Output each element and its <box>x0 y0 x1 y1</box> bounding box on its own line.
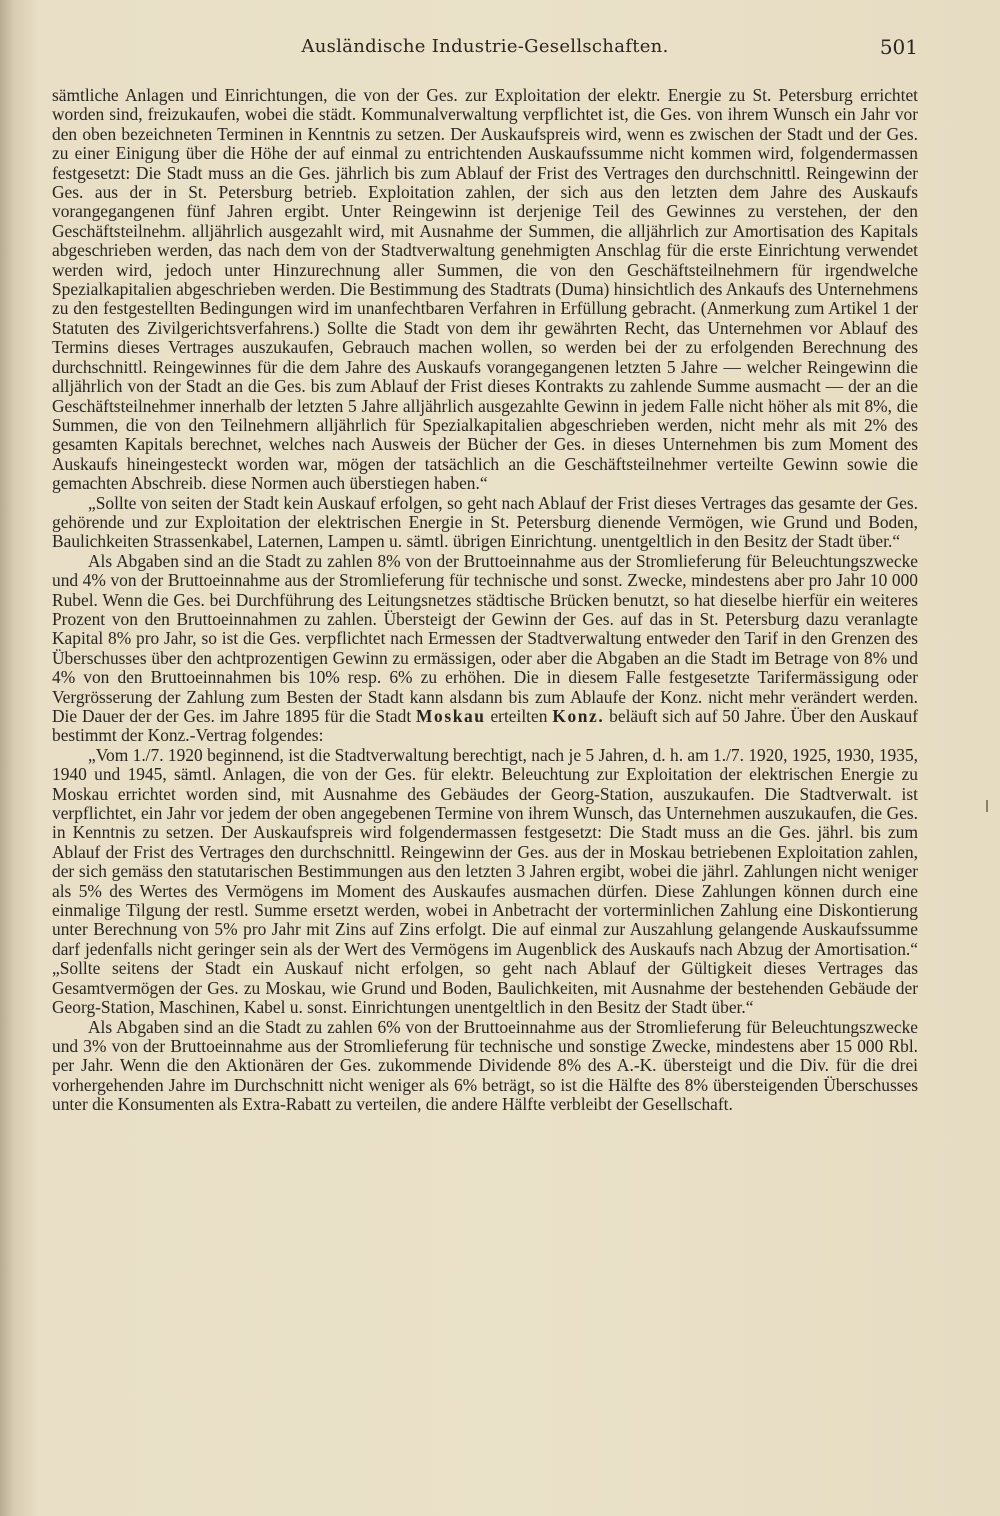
body-text <box>52 86 918 1115</box>
paragraph-3 <box>52 552 918 746</box>
konz-emphasis: Konz. <box>552 706 605 726</box>
running-title: Ausländische Industrie-Gesellschaften. <box>301 36 669 57</box>
paragraph-5: Als Abgaben sind an die Stadt zu zahlen 6% von der Bruttoeinnahme aus der Stromlieferung für Beleuchtungszwecke und 3% von der Bruttoeinnahme aus der Stromlieferung für technische und sonstige Zwecke, mindestens aber 15 000 Rbl. per Jahr. Wenn die den Aktionären der Ges. zukommende Dividende 8% des A.-K. übersteigt und die Div. für die drei vorhergehenden Jahre im Durchschnitt nicht weniger als 6% beträgt, so ist die Hälfte des 8% übersteigenden Überschusses unter die Konsumenten als Extra-Rabatt zu verteilen, die andere Hälfte verbleibt der Gesellschaft. <box>52 1016 918 1115</box>
paragraph-3-part-c: beläuft sich auf 50 Jahre. Über den Auskauf bestimmt der Konz.-Vertrag folgendes: <box>52 706 918 746</box>
paragraph-2: „Sollte von seiten der Stadt kein Auskauf erfolgen, so geht nach Ablauf der Frist dieses Vertrages das gesamte der Ges. gehörende und zur Exploitation der elektrischen Energie in St. Petersburg dienende Vermögen, wie Grund und Boden, Baulichkeiten Strassenkabel, Laternen, Lampen u. sämtl. übrigen Einrichtung. unentgeltlich in den Besitz der Stadt über.“ <box>52 492 918 552</box>
page-header <box>52 34 918 60</box>
paragraph-4: „Vom 1./7. 1920 beginnend, ist die Stadtverwaltung berechtigt, nach je 5 Jahren, d. h. am 1./7. 1920, 1925, 1930, 1935, 1940 und 1945, sämtl. Anlagen, die von der Ges. für elektr. Beleuchtung zur Exploitation der elektrischen Energie zu Moskau errichtet worden sind, mit Ausnahme des Gebäudes der Georg-Station, auszukaufen. Die Stadtverwalt. ist verpflichtet, ein Jahr vor jedem der oben angegebenen Termine von ihrem Wunsch, das Unternehmen auszukaufen, die Ges. in Kenntnis zu setzen. Der Auskaufspreis wird folgendermassen festgesetzt: Die Stadt muss an die Ges. jährl. bis zum Ablauf der Frist des Vertrages den durchschnittl. Reingewinn der Ges. aus der in Moskau betriebenen Exploitation zahlen, der sich gemäss den statutarischen Bestimmungen aus den letzten 3 Jahren ergibt, wobei die jährl. Zahlungen nicht weniger als 5% des Wertes des Vermögens im Moment des Auskaufes ausmachen dürfen. Diese Zahlungen können durch eine einmalige Tilgung der restl. Summe ersetzt werden, wobei in Anbetracht der vorterminlichen Zahlung eine Diskontierung unter Berechnung von 5% pro Jahr mit Zins auf Zins erfolgt. Die auf einmal zur Auszahlung gelangende Auskaufssumme darf jedenfalls nicht geringer sein als der Wert des Vermögens im Augenblick des Auskaufs nach Abzug der Amortisation.“ „Sollte seitens der Stadt ein Auskauf nicht erfolgen, so geht nach Ablauf der Gültigkeit dieses Vertrages das Gesamtvermögen der Ges. zu Moskau, wie Grund und Boden, Baulichkeiten, mit Ausnahme der bestehenden Gebäude der Georg-Station, Maschinen, Kabel u. sonst. Einrichtungen unentgeltlich in den Besitz der Stadt über.“ <box>52 744 918 1018</box>
page-number: 501 <box>879 35 918 59</box>
paragraph-3-part-a: Als Abgaben sind an die Stadt zu zahlen 8% von der Bruttoeinnahme aus der Stromlieferung für Beleuchtungszwecke und 4% von der Bruttoeinnahme aus der Stromlieferung für technische und sonst. Zwecke, mindestens aber pro Jahr 10 000 Rubel. Wenn die Ges. bei Durchführung des Leitungsnetzes städtische Brücken benutzt, so hat dieselbe hierfür ein weiteres Prozent von den Bruttoeinnahmen zu zahlen. Übersteigt der Gewinn der Ges. auf das in St. Petersburg dazu veranlagte Kapital 8% pro Jahr, so ist die Ges. verpflichtet nach Ermessen der Stadtverwaltung entweder den Tarif in den Grenzen des Überschusses über den achtprozentigen Gewinn zu ermässigen, oder aber die Abgaben an die Stadt im Betrage von 8% und 4% von den Bruttoeinnahmen bis 10% resp. 6% zu erhöhen. Die in diesem Falle festgesetzte Tarifermässigung oder Vergrösserung der Zahlung zum Besten der Stadt kann alsdann bis zum Ablaufe der Konz. nicht mehr verändert werden. Die Dauer der der Ges. im Jahre 1895 für die Stadt <box>52 550 918 726</box>
paragraph-1: sämtliche Anlagen und Einrichtungen, die von der Ges. zur Exploitation der elektr. Energie zu St. Petersburg errichtet worden sind, freizukaufen, wobei die städt. Kommunalverwaltung verpflichtet ist, die Ges. von ihrem Wunsch ein Jahr vor den oben bezeichneten Terminen in Kenntnis zu setzen. Der Auskaufspreis wird, wenn es zwischen der Stadt und der Ges. zu einer Einigung über die Höhe der auf einmal zu entrichtenden Auskaufssumme nicht kommen wird, folgendermassen festgesetzt: Die Stadt muss an die Ges. jährlich bis zum Ablauf der Frist des Vertrages den durchschnittl. Reingewinn der Ges. aus der in St. Petersburg betrieb. Exploitation zahlen, der sich aus den letzten dem Jahre des Auskaufs vorangegangenen fünf Jahren ergibt. Unter Reingewinn ist derjenige Teil des Gewinnes zu verstehen, der den Geschäftsteilnehm. alljährlich ausgezahlt wird, mit Ausnahme der Summen, die alljährlich zur Amortisation des Kapitals abgeschrieben werden, das nach dem von der Stadtverwaltung genehmigten Anschlag für die erste Einrichtung verwendet werden wird, jedoch unter Hinzurechnung aller Summen, die von den Geschäftsteilnehmern für irgendwelche Spezialkapitalien abgeschrieben werden. Die Bestimmung des Stadtrats (Duma) hinsichtlich des Ankaufs des Unternehmens zu den festgestellten Bedingungen wird im unanfechtbaren Verfahren in Erfüllung gebracht. (Anmerkung zum Artikel 1 der Statuten des Zivilgerichtsverfahrens.) Sollte die Stadt von dem ihr gewährten Recht, das Unternehmen vor Ablauf des Termins dieses Vertrages auszukaufen, Gebrauch machen wollen, so werden bei der zu erfolgenden Berechnung des durchschnittl. Reingewinnes für die dem Jahre des Auskaufs vorangegangenen letzten 5 Jahre — welcher Reingewinn die alljährlich von der Stadt an die Ges. bis zum Ablauf der Frist dieses Kontrakts zu zahlende Summe ausmacht — der an die Geschäftsteilnehmer innerhalb der letzten 5 Jahre alljährlich ausgezahlte Gewinn in jedem Falle nicht höher als mit 8%, die Summen, die von den Teilnehmern alljährlich für Spezialkapitalien abgeschrieben werden, nicht mehr als mit 2% des gesamten Kapitals berechnet, welches nach Ausweis der Bücher der Ges. in dieses Unternehmen bis zum Moment des Auskaufs hineingesteckt worden war, mögen der tatsächlich an die Geschäftsteilnehmer verteilte Gewinn sowie die gemachten Abschreib. diese Normen auch überstiegen haben.“ <box>52 85 918 494</box>
margin-mark <box>986 800 988 812</box>
city-name-moskau: Moskau <box>416 706 486 726</box>
paragraph-3-part-b: erteilten <box>490 706 548 726</box>
